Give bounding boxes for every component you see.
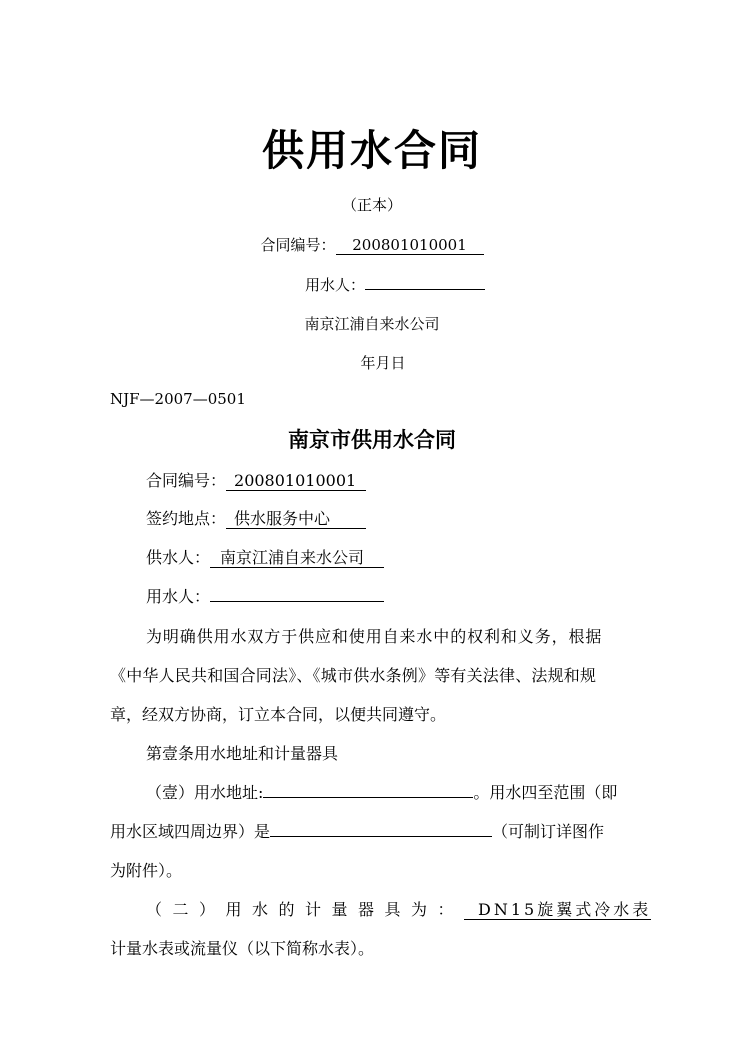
clause1-line2 xyxy=(110,819,604,842)
field-label: 合同编号： xyxy=(146,471,227,490)
clause2-line1 xyxy=(146,897,651,920)
field-contract-no xyxy=(146,468,366,491)
clause1-line2-part1: 用水区域四周边界）是 xyxy=(110,822,271,841)
cover-contract-no-label: 合同编号： xyxy=(260,236,336,254)
clause1-line2-part2: （可制订详图作 xyxy=(492,822,605,841)
edition-label: （正本） xyxy=(341,196,402,214)
cover-water-user-label: 用水人： xyxy=(304,276,365,294)
clause1-part1: （壹）用水地址: xyxy=(146,783,264,802)
cover-contract-no-value: 200801010001 xyxy=(336,236,484,255)
field-value: 南京江浦自来水公司 xyxy=(210,549,384,568)
field-water-user xyxy=(146,584,384,607)
cover-water-user-value xyxy=(365,289,485,290)
field-value xyxy=(210,601,384,602)
field-supplier xyxy=(146,545,384,568)
preamble-line-1: 为明确供用水双方于供应和使用自来水中的权利和义务，根据 xyxy=(146,627,603,646)
clause1-line3: 为附件）。 xyxy=(110,861,183,880)
field-value: 供水服务中心 xyxy=(226,510,366,529)
field-value: 200801010001 xyxy=(226,472,366,491)
doc-code: NJF—2007—0501 xyxy=(110,390,246,408)
preamble-line-3: 章，经双方协商，订立本合同，以便共同遵守。 xyxy=(110,705,447,724)
field-label: 用水人： xyxy=(146,587,211,606)
clause2-prefix: （二）用水的计量器具为： xyxy=(146,900,465,919)
field-sign-place xyxy=(146,506,366,529)
contract-title: 南京市供用水合同 xyxy=(288,428,456,452)
clause1-part2: 。用水四至范围（即 xyxy=(473,783,618,802)
clause1-line1 xyxy=(146,780,617,803)
field-label: 供水人： xyxy=(146,548,211,567)
preamble-line-2: 《中华人民共和国合同法》、《城市供水条例》等有关法律、法规和规 xyxy=(110,666,597,685)
cover-water-user xyxy=(0,274,744,295)
boundary-blank xyxy=(270,836,492,837)
cover-contract-no xyxy=(0,234,744,255)
cover-company: 南京江浦自来水公司 xyxy=(304,315,440,333)
clause2-line2: 计量水表或流量仪（以下简称水表）。 xyxy=(110,939,375,958)
meter-type-value: DN15旋翼式冷水表 xyxy=(464,901,651,920)
address-blank xyxy=(263,797,473,798)
article1-heading: 第壹条用水地址和计量器具 xyxy=(146,744,339,763)
cover-date: 年月日 xyxy=(360,354,406,372)
cover-title: 供用水合同 xyxy=(261,126,482,175)
field-label: 签约地点： xyxy=(146,509,227,528)
